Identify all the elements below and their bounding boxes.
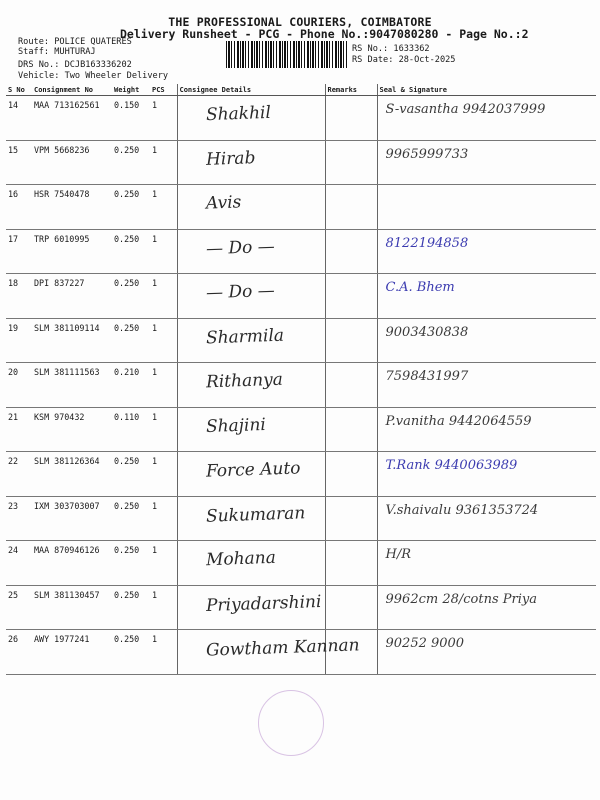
barcode-icon <box>226 41 348 68</box>
consignee-cell <box>177 630 360 675</box>
handwritten-consignee: Sukumaran <box>205 502 306 527</box>
seal-signature-cell <box>377 541 596 586</box>
handwritten-consignee: — Do — <box>205 280 275 304</box>
consignee-cell <box>177 96 325 141</box>
sno-cell: 26 <box>6 630 32 675</box>
pcs-cell: 1 <box>150 229 177 274</box>
remarks-cell <box>325 185 377 230</box>
table-row <box>6 407 596 452</box>
consignment-cell: IXM 303703007 <box>32 496 112 541</box>
seal-signature-cell <box>377 96 596 141</box>
seal-signature-cell <box>377 363 596 408</box>
table-row <box>6 496 596 541</box>
consignment-cell: SLM 381130457 <box>32 585 112 630</box>
pcs-cell: 1 <box>150 96 177 141</box>
sno-cell: 25 <box>6 585 32 630</box>
seal-signature-cell <box>377 140 596 185</box>
col-header-sno: S No <box>6 84 32 96</box>
handwritten-signature: 90252 9000 <box>385 636 465 651</box>
weight-cell: 0.250 <box>112 185 150 230</box>
col-header-seal: Seal & Signature <box>377 84 596 96</box>
remarks-cell <box>325 585 377 630</box>
handwritten-consignee: Avis <box>205 192 242 214</box>
consignee-cell <box>177 185 325 230</box>
col-header-weight: Weight <box>112 84 150 96</box>
pcs-cell: 1 <box>150 452 177 497</box>
weight-cell: 0.250 <box>112 274 150 319</box>
consignment-cell: MAA 870946126 <box>32 541 112 586</box>
weight-cell: 0.250 <box>112 452 150 497</box>
consignment-cell: VPM 5668236 <box>32 140 112 185</box>
table-row <box>6 363 596 408</box>
table-row <box>6 140 596 185</box>
runsheet-subtitle: Delivery Runsheet - PCG - Phone No.:9047080280 - Page No.:2 <box>120 27 529 41</box>
table-row <box>6 630 596 675</box>
handwritten-consignee: Rithanya <box>205 369 283 393</box>
pcs-cell: 1 <box>150 363 177 408</box>
table-row <box>6 541 596 586</box>
consignment-cell: KSM 970432 <box>32 407 112 452</box>
remarks-cell <box>325 407 377 452</box>
remarks-cell <box>325 140 377 185</box>
consignment-cell: SLM 381126364 <box>32 452 112 497</box>
remarks-cell <box>325 229 377 274</box>
col-header-consignment: Consignment No <box>32 84 112 96</box>
consignee-cell <box>177 496 325 541</box>
handwritten-consignee: Shakhil <box>205 102 271 126</box>
seal-signature-cell <box>377 496 596 541</box>
handwritten-consignee: Shajini <box>205 414 266 437</box>
remarks-cell <box>325 96 377 141</box>
consignee-cell <box>177 318 325 363</box>
handwritten-signature: C.A. Bhem <box>385 280 455 295</box>
consignee-cell <box>177 407 325 452</box>
col-header-pcs: PCS <box>150 84 177 96</box>
company-title: THE PROFESSIONAL COURIERS, COIMBATORE <box>168 15 432 29</box>
table-row <box>6 229 596 274</box>
table-row <box>6 96 596 141</box>
seal-signature-cell <box>377 630 596 675</box>
pcs-cell: 1 <box>150 274 177 319</box>
weight-cell: 0.110 <box>112 407 150 452</box>
remarks-cell <box>325 630 377 675</box>
pcs-cell: 1 <box>150 496 177 541</box>
seal-signature-cell <box>377 318 596 363</box>
route-line: Route: POLICE QUATERES <box>18 37 132 47</box>
remarks-cell <box>325 452 377 497</box>
rs-info <box>352 44 455 66</box>
sno-cell: 17 <box>6 229 32 274</box>
handwritten-signature: 7598431997 <box>385 369 469 384</box>
seal-signature-cell <box>377 452 596 497</box>
table-row <box>6 452 596 497</box>
seal-signature-cell <box>377 407 596 452</box>
handwritten-consignee: Force Auto <box>205 458 301 482</box>
drs-line: DRS No.: DCJB163336202 <box>18 60 132 70</box>
consignee-cell <box>177 541 325 586</box>
handwritten-signature: P.vanitha 9442064559 <box>385 413 532 429</box>
weight-cell: 0.250 <box>112 140 150 185</box>
handwritten-consignee: Hirab <box>205 147 256 170</box>
table-row <box>6 274 596 319</box>
consignee-cell <box>177 229 325 274</box>
weight-cell: 0.250 <box>112 630 150 675</box>
consignment-cell: AWY 1977241 <box>32 630 112 675</box>
runsheet-table <box>6 84 596 675</box>
consignment-cell: HSR 7540478 <box>32 185 112 230</box>
sno-cell: 20 <box>6 363 32 408</box>
sno-cell: 21 <box>6 407 32 452</box>
weight-cell: 0.250 <box>112 541 150 586</box>
consignee-cell <box>177 363 325 408</box>
pcs-cell: 1 <box>150 185 177 230</box>
vehicle-line: Vehicle: Two Wheeler Delivery <box>18 71 169 81</box>
handwritten-consignee: Gowtham Kannan <box>205 635 360 661</box>
remarks-cell <box>325 318 377 363</box>
consignee-cell <box>177 585 325 630</box>
weight-cell: 0.150 <box>112 96 150 141</box>
weight-cell: 0.250 <box>112 318 150 363</box>
consignee-cell <box>177 452 325 497</box>
remarks-cell <box>325 541 377 586</box>
sno-cell: 19 <box>6 318 32 363</box>
sno-cell: 18 <box>6 274 32 319</box>
table-header-row <box>6 84 596 96</box>
pcs-cell: 1 <box>150 585 177 630</box>
consignment-cell: SLM 381109114 <box>32 318 112 363</box>
handwritten-signature: T.Rank 9440063989 <box>385 458 518 473</box>
seal-signature-cell <box>377 229 596 274</box>
sno-cell: 15 <box>6 140 32 185</box>
handwritten-consignee: Mohana <box>205 547 276 571</box>
rs-number: RS No.: 1633362 <box>352 44 430 54</box>
remarks-cell <box>325 363 377 408</box>
table-row <box>6 585 596 630</box>
consignment-cell: TRP 6010995 <box>32 229 112 274</box>
remarks-cell <box>325 274 377 319</box>
staff-line: Staff: MUHTURAJ <box>18 47 96 57</box>
weight-cell: 0.210 <box>112 363 150 408</box>
pcs-cell: 1 <box>150 140 177 185</box>
consignment-cell: SLM 381111563 <box>32 363 112 408</box>
rs-date: RS Date: 28-Oct-2025 <box>352 55 456 65</box>
weight-cell: 0.250 <box>112 496 150 541</box>
consignee-cell <box>177 140 325 185</box>
pcs-cell: 1 <box>150 630 177 675</box>
seal-stamp-icon <box>258 690 324 756</box>
seal-signature-cell <box>377 274 596 319</box>
sno-cell: 23 <box>6 496 32 541</box>
handwritten-consignee: Priyadarshini <box>205 591 322 616</box>
weight-cell: 0.250 <box>112 585 150 630</box>
handwritten-signature: 9962cm 28/cotns Priya <box>385 591 537 607</box>
sno-cell: 24 <box>6 541 32 586</box>
col-header-remarks: Remarks <box>325 84 377 96</box>
handwritten-signature: V.shaivalu 9361353724 <box>385 502 539 518</box>
handwritten-signature: 9003430838 <box>385 324 469 340</box>
handwritten-signature: 8122194858 <box>385 235 469 251</box>
pcs-cell: 1 <box>150 407 177 452</box>
col-header-consignee: Consignee Details <box>177 84 325 96</box>
consignee-cell <box>177 274 325 319</box>
handwritten-signature: H/R <box>385 547 412 562</box>
table-row <box>6 185 596 230</box>
consignment-cell: DPI 837227 <box>32 274 112 319</box>
table-row <box>6 318 596 363</box>
consignment-cell: MAA 713162561 <box>32 96 112 141</box>
seal-signature-cell <box>377 585 596 630</box>
handwritten-consignee: Sharmila <box>205 325 284 348</box>
handwritten-consignee: — Do — <box>205 236 275 259</box>
handwritten-signature: S-vasantha 9942037999 <box>385 102 546 117</box>
pcs-cell: 1 <box>150 541 177 586</box>
weight-cell: 0.250 <box>112 229 150 274</box>
sno-cell: 14 <box>6 96 32 141</box>
remarks-cell <box>325 496 377 541</box>
handwritten-signature: 9965999733 <box>385 146 469 162</box>
sno-cell: 22 <box>6 452 32 497</box>
sno-cell: 16 <box>6 185 32 230</box>
seal-signature-cell <box>377 185 596 230</box>
pcs-cell: 1 <box>150 318 177 363</box>
